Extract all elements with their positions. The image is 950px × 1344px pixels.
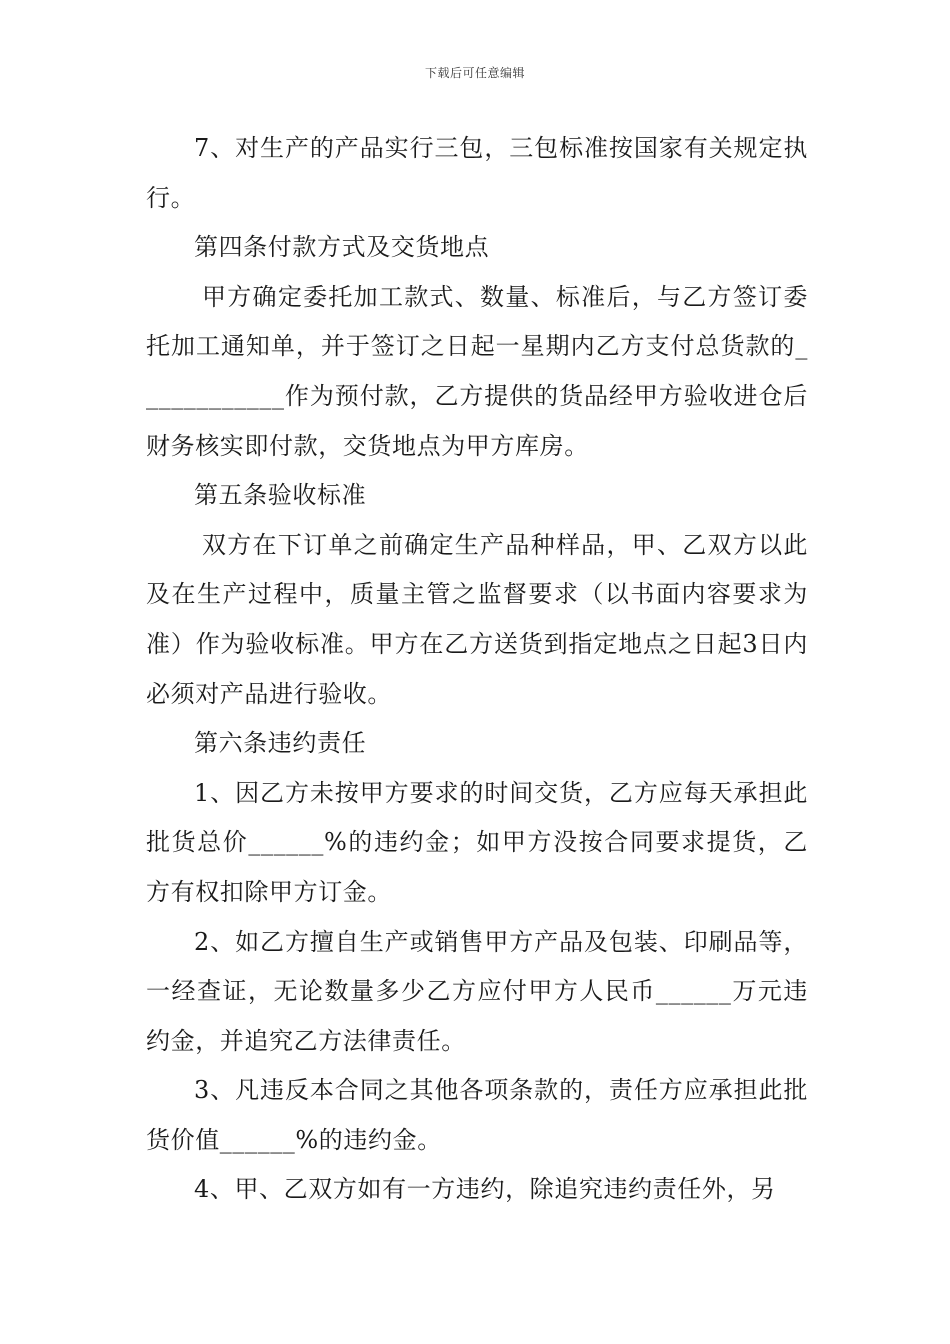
paragraph-liability-1: 1、因乙方未按甲方要求的时间交货，乙方应每天承担此批货总价______%的违约金；如甲方没按合同要求提货，乙方有权扣除甲方订金。 [146, 778, 808, 906]
heading-article-4: 第四条付款方式及交货地点 [194, 233, 490, 262]
paragraph-liability-2: 2、如乙方擅自生产或销售甲方产品及包装、印刷品等，一经查证，无论数量多少乙方应付甲方人民币______万元违约金，并追究乙方法律责任。 [146, 927, 808, 1055]
heading-article-5: 第五条验收标准 [194, 481, 367, 510]
paragraph-liability-3: 3、凡违反本合同之其他各项条款的，责任方应承担此批货价值______%的违约金。 [146, 1076, 808, 1154]
paragraph-payment-terms: 甲方确定委托加工款式、数量、标准后，与乙方签订委托加工通知单，并于签订之日起一星期内乙方支付总货款的____________作为预付款，乙方提供的货品经甲方验收进仓后财务核实即付款，交货地点为甲方库房。 [146, 282, 808, 460]
page-header: 下载后可任意编辑 [424, 66, 525, 80]
document-body [146, 124, 808, 1215]
paragraph-clause-7: 7、对生产的产品实行三包，三包标准按国家有关规定执行。 [146, 134, 808, 212]
paragraph-acceptance-standard: 双方在下订单之前确定生产品种样品，甲、乙双方以此及在生产过程中，质量主管之监督要求（以书面内容要求为准）作为验收标准。甲方在乙方送货到指定地点之日起3日内必须对产品进行验收。 [146, 530, 808, 708]
heading-article-6: 第六条违约责任 [194, 729, 367, 758]
paragraph-liability-4: 4、甲、乙双方如有一方违约，除追究违约责任外，另 [194, 1175, 776, 1204]
